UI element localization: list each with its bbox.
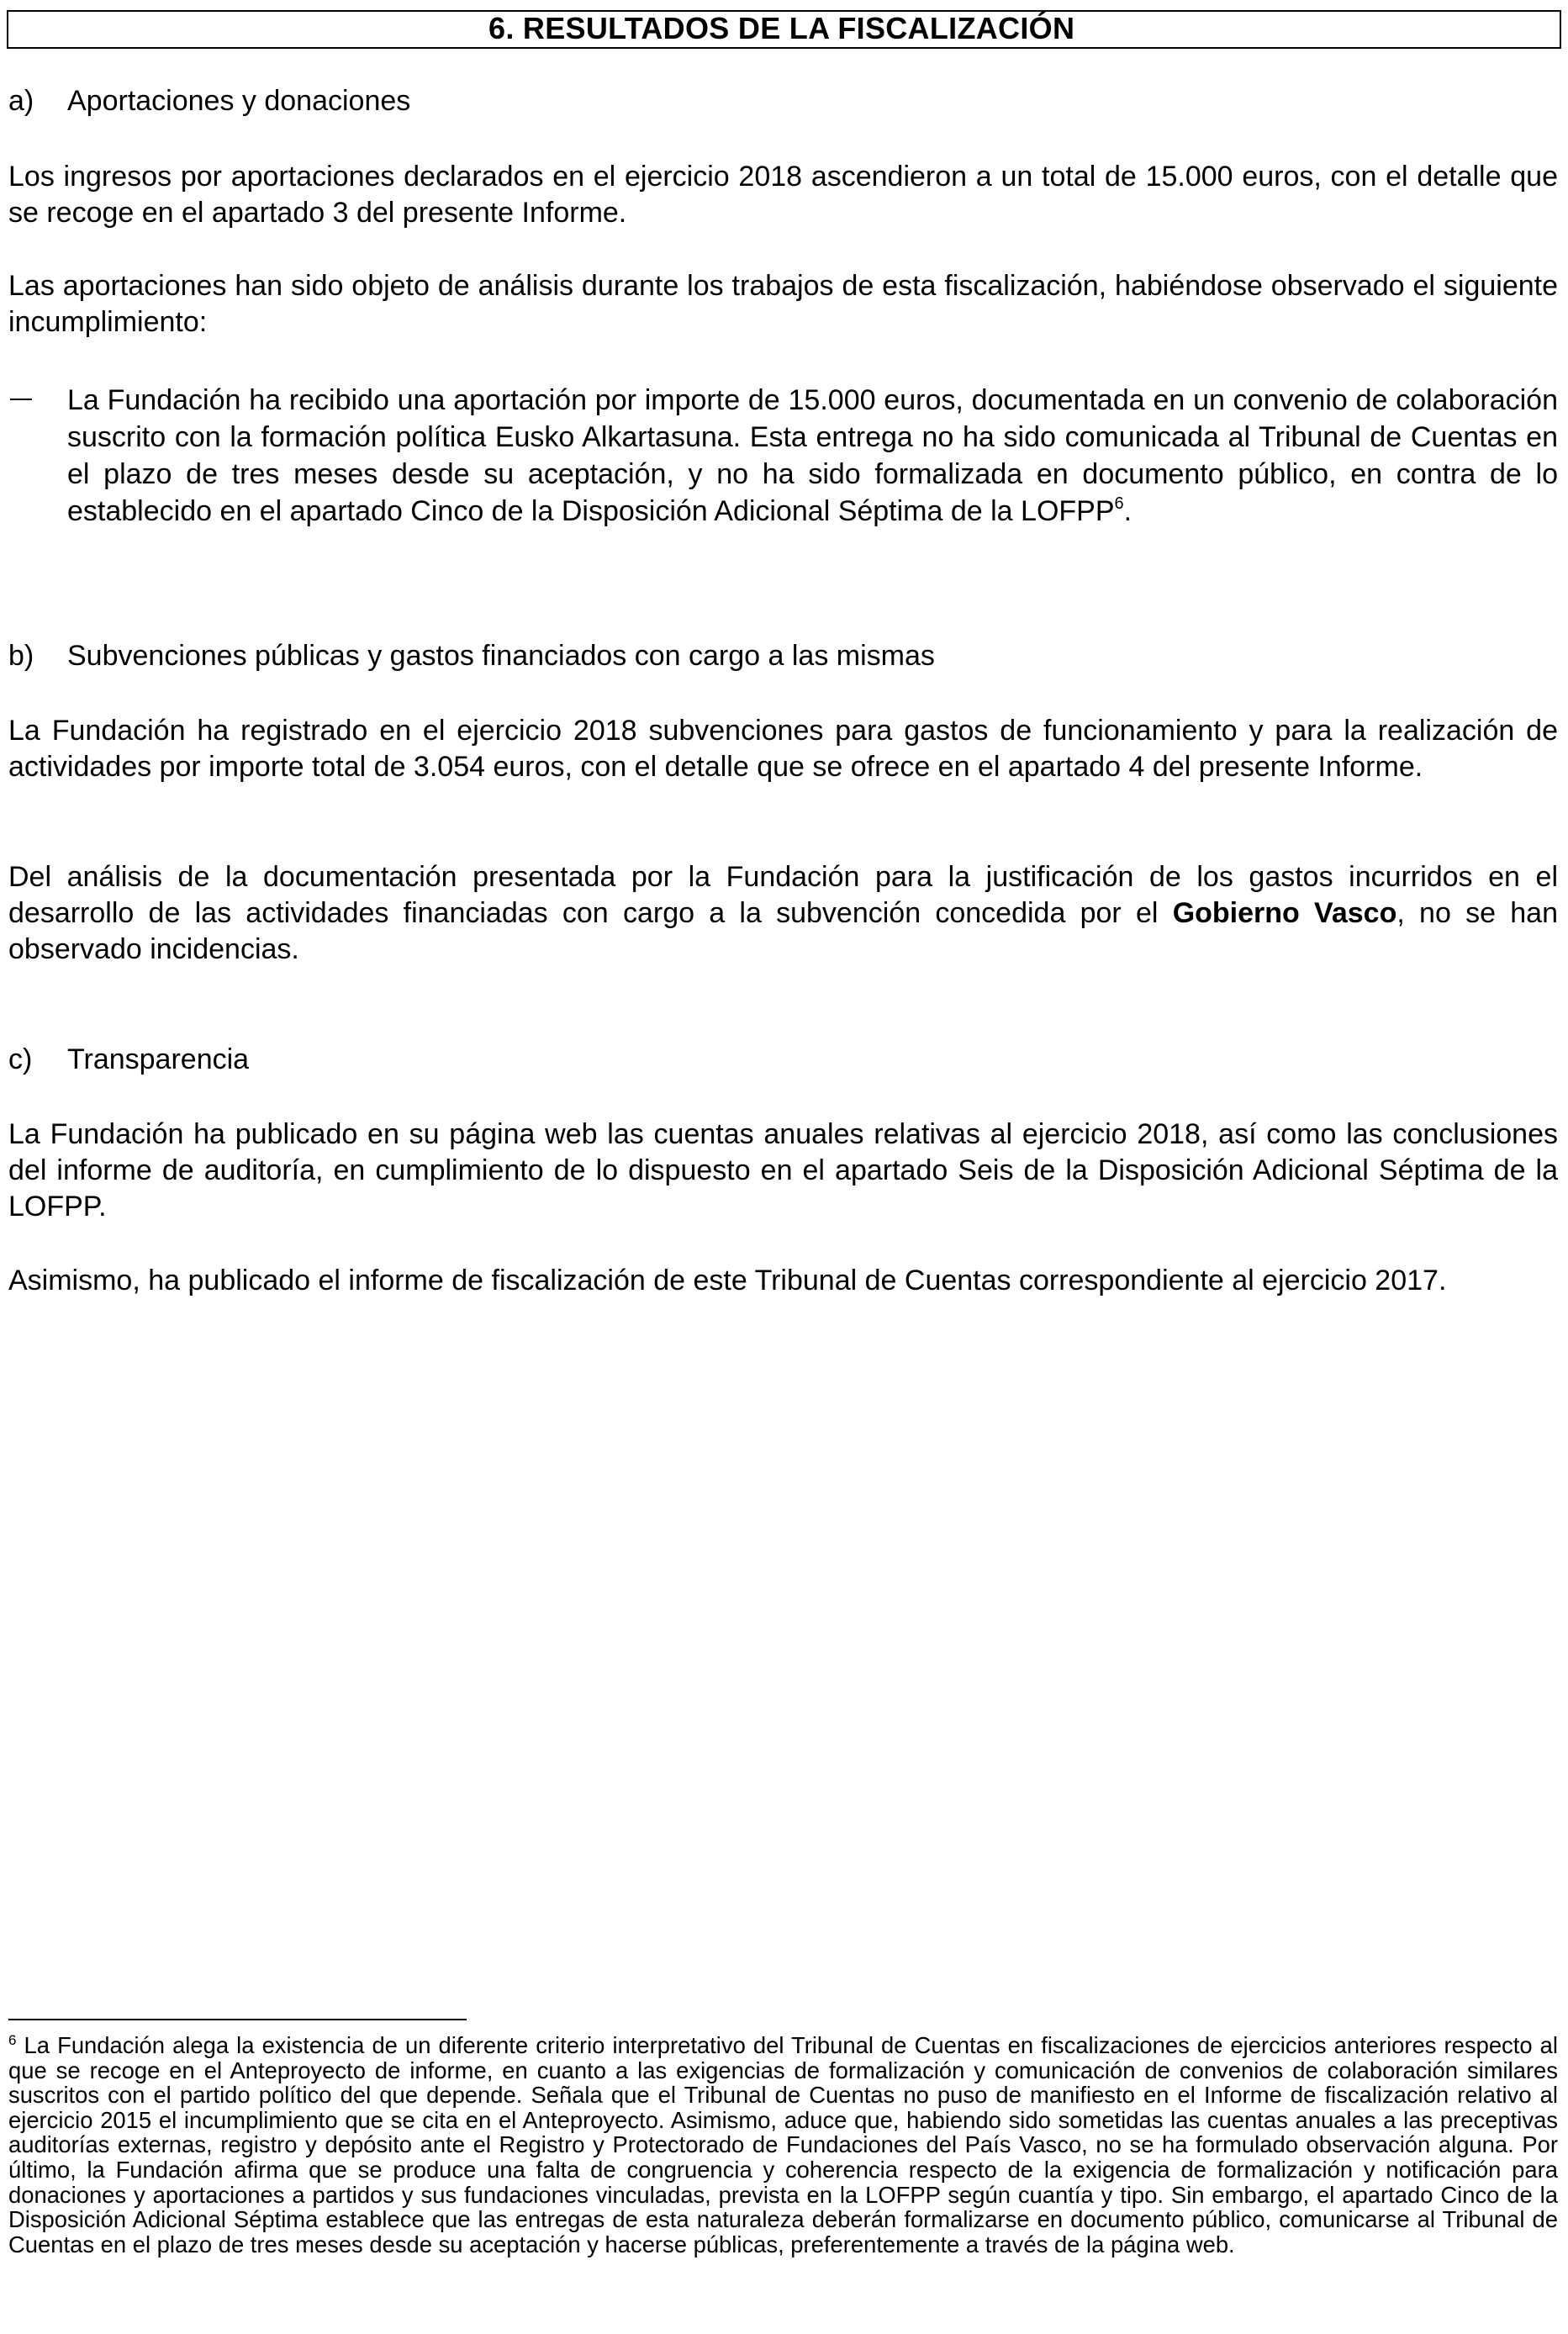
- footnote-ref[interactable]: 6: [1114, 494, 1124, 513]
- paragraph-b-2-start: Del análisis de la documentación presentada por la Fundación para la justificación de los gastos incurridos en el desarrollo de las actividades financiadas con cargo a la subvención concedida por el: [8, 861, 1558, 929]
- dash-bullet-icon: [10, 399, 32, 400]
- heading-a-title: Aportaciones y donaciones: [67, 85, 411, 117]
- paragraph-b-2-bold: Gobierno Vasco: [1172, 897, 1397, 929]
- heading-b-title: Subvenciones públicas y gastos financiados con cargo a las mismas: [67, 640, 935, 672]
- paragraph-c-2: Asimismo, ha publicado el informe de fiscalización de este Tribunal de Cuentas correspondiente al ejercicio 2017.: [8, 1265, 1447, 1296]
- footnote-text: La Fundación alega la existencia de un diferente criterio interpretativo del Tribunal de Cuentas en fiscalizaciones de ejercicios anteriores respecto al que se recoge en el Anteproyecto de informe, en cuanto a las exigencias de formalización y comunicación de convenios de colaboración similares suscritos con el partido político del que depende. Señala que el Tribunal de Cuentas no puso de manifiesto en el Informe de fiscalización relativo al ejercicio 2015 el incumplimiento que se cita en el Anteproyecto. Asimismo, aduce que, habiendo sido sometidas las cuentas anuales a las preceptivas auditorías externas, registro y depósito ante el Registro y Protectorado de Fundaciones del País Vasco, no se ha formulado observación alguna. Por último, la Fundación afirma que se produce una falta de congruencia y coherencia respecto de la exigencia de formalización y notificación para donaciones y aportaciones a partidos y sus fundaciones vinculadas, prevista en la LOFPP según cuantía y tipo. Sin embargo, el apartado Cinco de la Disposición Adicional Séptima establece que las entregas de esta naturaleza deberán formalizarse en documento público, comunicarse al Tribunal de Cuentas en el plazo de tres meses desde su aceptación y hacerse públicas, preferentemente a través de la página web.: [8, 2032, 1558, 2257]
- footnote-divider: [8, 2019, 467, 2020]
- bullet-item-a-text: La Fundación ha recibido una aportación por importe de 15.000 euros, documentada en un convenio de colaboración suscrito con la formación política Eusko Alkartasuna. Esta entrega no ha sido comunicada al Tribunal de Cuentas en el plazo de tres meses desde su aceptación, y no ha sido formalizada en documento público, en contra de lo establecido en el apartado Cinco de la Disposición Adicional Séptima de la LOFPP: [67, 384, 1558, 527]
- section-header-title: 6. RESULTADOS DE LA FISCALIZACIÓN: [488, 11, 1075, 45]
- footnote-number: 6: [8, 2032, 17, 2048]
- footnote: [8, 2033, 1558, 2257]
- heading-a: [8, 84, 410, 118]
- heading-b: [8, 639, 935, 673]
- paragraph-c-1: La Fundación ha publicado en su página web las cuentas anuales relativas al ejercicio 2018, así como las conclusiones del informe de auditoría, en cumplimiento de lo dispuesto en el apartado Seis de la Disposición Adicional Séptima de la LOFPP.: [8, 1118, 1558, 1222]
- heading-c-label: c): [8, 1043, 33, 1075]
- heading-a-label: a): [8, 85, 34, 117]
- paragraph-a-2: Las aportaciones han sido objeto de análisis durante los trabajos de esta fiscalización, habiéndose observado el siguiente incumplimiento:: [8, 270, 1558, 338]
- paragraph-b-2: [8, 859, 1558, 968]
- paragraph-b-2-end: , no se han observado incidencias.: [8, 897, 1558, 965]
- heading-c: [8, 1043, 249, 1076]
- paragraph-a-1: Los ingresos por aportaciones declarados en el ejercicio 2018 ascendieron a un total de 15.000 euros, con el detalle que se recoge en el apartado 3 del presente Informe.: [8, 161, 1558, 229]
- bullet-item-a: La Fundación ha recibido una aportación por importe de 15.000 euros, documentada en un convenio de colaboración suscrito con la formación política Eusko Alkartasuna. Esta entrega no ha sido comunicada al Tribunal de Cuentas en el plazo de tres meses desde su aceptación, y no ha sido formalizada en documento público, en contra de lo establecido en el apartado Cinco de la Disposición Adicional Séptima de la LOFPP$^6$.: [67, 384, 1558, 527]
- paragraph-b-1: La Fundación ha registrado en el ejercicio 2018 subvenciones para gastos de funcionamiento y para la realización de actividades por importe total de 3.054 euros, con el detalle que se ofrece en el apartado 4 del presente Informe.: [8, 715, 1558, 783]
- heading-c-title: Transparencia: [67, 1043, 250, 1075]
- heading-b-label: b): [8, 640, 34, 672]
